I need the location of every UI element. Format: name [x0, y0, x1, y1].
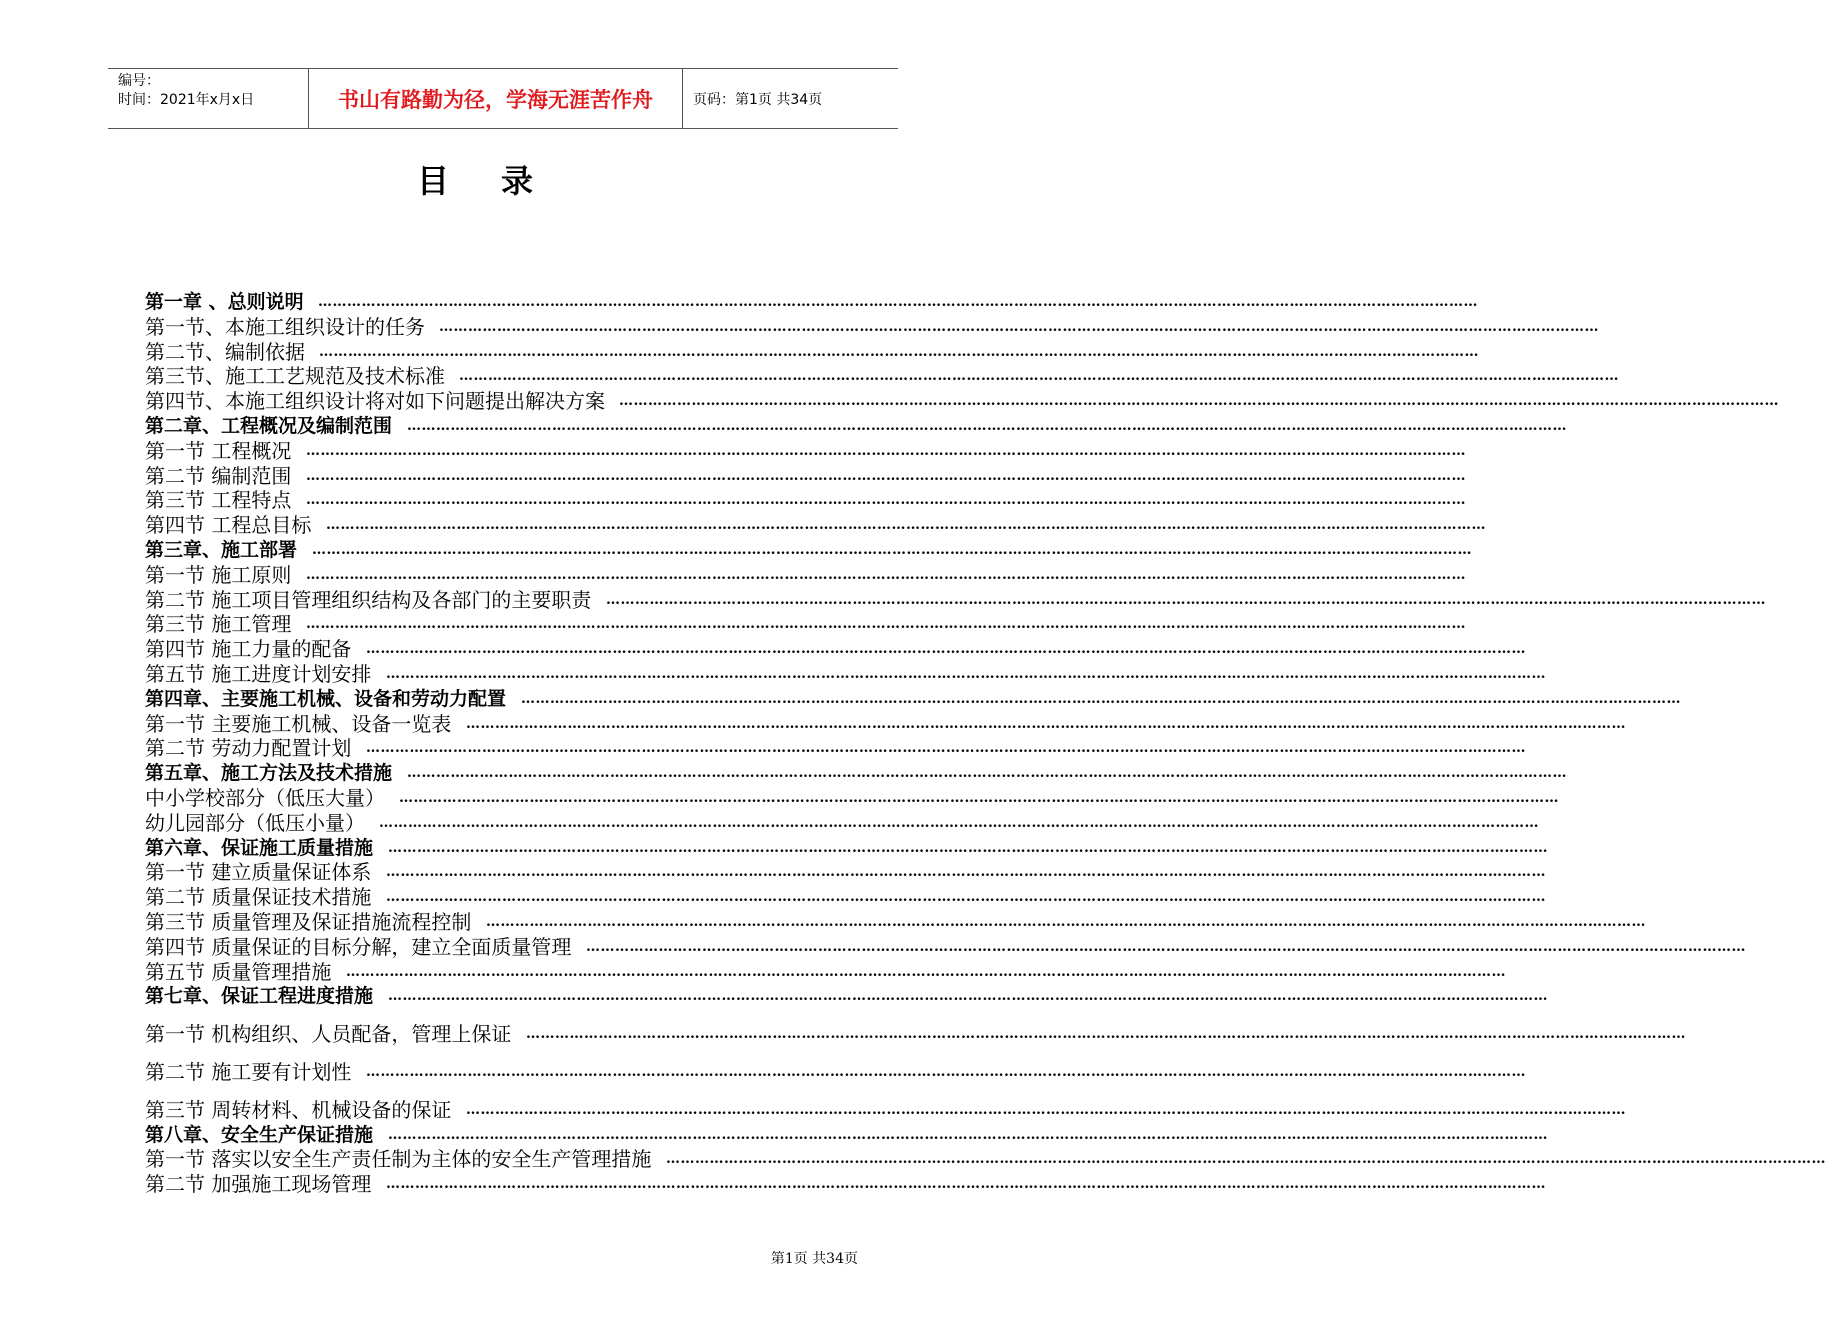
- toc-leader-dots: ……………………………………………………………………………………………………………………………………………………………………………………………………………………: [326, 517, 1486, 534]
- toc-leader-dots: ……………………………………………………………………………………………………………………………………………………………………………………………………………………: [466, 715, 1626, 732]
- toc-entry-label: 第二节 劳动力配置计划: [145, 736, 352, 761]
- toc-entry-label: 第一节 落实以安全生产责任制为主体的安全生产管理措施: [145, 1147, 652, 1172]
- toc-entry[interactable]: [145, 687, 1681, 712]
- toc-entry[interactable]: [145, 711, 1626, 737]
- toc-leader-dots: ……………………………………………………………………………………………………………………………………………………………………………………………………………………: [407, 765, 1567, 782]
- toc-entry-label: 第三节 周转材料、机械设备的保证: [145, 1097, 452, 1122]
- toc-leader-dots: ……………………………………………………………………………………………………………………………………………………………………………………………………………………: [439, 318, 1599, 335]
- toc-entry-label: 第五节 质量管理措施: [145, 959, 332, 984]
- toc-entry[interactable]: [145, 463, 1466, 489]
- toc-entry-label: 第一节 机构组织、人员配备，管理上保证: [145, 1022, 512, 1047]
- toc-entry-label: 第三节 质量管理及保证措施流程控制: [145, 909, 472, 934]
- toc-entry[interactable]: [145, 761, 1567, 786]
- header-page-info: 页码：第1页 共34页: [693, 91, 823, 108]
- toc-entry-label: 第三章、施工部署: [145, 538, 298, 561]
- toc-leader-dots: ……………………………………………………………………………………………………………………………………………………………………………………………………………………: [388, 1126, 1548, 1143]
- toc-entry-label: 第一章 、总则说明: [145, 291, 304, 313]
- toc-entry-label: 第四节 工程总目标: [145, 513, 312, 538]
- toc-entry[interactable]: [145, 860, 1546, 885]
- toc-entry[interactable]: [145, 290, 1478, 315]
- toc-entry-label: 第六章、保证施工质量措施: [145, 836, 374, 859]
- toc-entry-label: 第三节 工程特点: [145, 488, 292, 513]
- toc-entry-label: 幼儿园部分（低压小量）: [145, 810, 365, 835]
- toc-entry[interactable]: [145, 810, 1539, 836]
- toc-entry-label: 第四章、主要施工机械、设备和劳动力配置: [145, 687, 507, 710]
- toc-entry[interactable]: [145, 1147, 1826, 1172]
- toc-leader-dots: ……………………………………………………………………………………………………………………………………………………………………………………………………………………: [318, 294, 1478, 310]
- header-motto: 书山有路勤为径，学海无涯苦作舟: [309, 69, 683, 128]
- toc-entry-label: 第七章、保证工程进度措施: [145, 985, 374, 1008]
- toc-leader-dots: ……………………………………………………………………………………………………………………………………………………………………………………………………………………: [346, 963, 1506, 980]
- toc-leader-dots: ……………………………………………………………………………………………………………………………………………………………………………………………………………………: [306, 442, 1466, 459]
- toc-entry[interactable]: [145, 562, 1466, 588]
- toc-entry[interactable]: [145, 438, 1466, 464]
- toc-leader-dots: ……………………………………………………………………………………………………………………………………………………………………………………………………………………: [386, 665, 1546, 682]
- toc-entry[interactable]: [145, 1172, 1546, 1197]
- toc-leader-dots: ……………………………………………………………………………………………………………………………………………………………………………………………………………………: [388, 988, 1548, 1005]
- toc-leader-dots: ……………………………………………………………………………………………………………………………………………………………………………………………………………………: [619, 393, 1779, 410]
- toc-leader-dots: ……………………………………………………………………………………………………………………………………………………………………………………………………………………: [486, 913, 1646, 930]
- toc-entry-label: 第一节 工程概况: [145, 438, 292, 463]
- toc-entry-label: 第二节 施工要有计划性: [145, 1059, 352, 1084]
- toc-leader-dots: ……………………………………………………………………………………………………………………………………………………………………………………………………………………: [319, 343, 1479, 360]
- toc-leader-dots: ……………………………………………………………………………………………………………………………………………………………………………………………………………………: [306, 467, 1466, 484]
- toc-leader-dots: ……………………………………………………………………………………………………………………………………………………………………………………………………………………: [386, 864, 1546, 881]
- document-number-label: 编号：: [118, 73, 160, 89]
- toc-entry[interactable]: [145, 661, 1546, 687]
- toc-entry[interactable]: [145, 1022, 1686, 1047]
- toc-leader-dots: ……………………………………………………………………………………………………………………………………………………………………………………………………………………: [459, 368, 1619, 385]
- toc-entry[interactable]: [145, 934, 1746, 960]
- toc-entry-label: 第二节、编制依据: [145, 339, 305, 364]
- toc-entry-label: 第三节 施工管理: [145, 612, 292, 637]
- toc-entry[interactable]: [145, 488, 1466, 513]
- toc-entry[interactable]: [145, 984, 1548, 1009]
- toc-leader-dots: ……………………………………………………………………………………………………………………………………………………………………………………………………………………: [306, 616, 1466, 633]
- toc-entry[interactable]: [145, 1123, 1548, 1148]
- header-meta: [108, 69, 309, 128]
- toc-entry[interactable]: [145, 339, 1479, 365]
- toc-leader-dots: ……………………………………………………………………………………………………………………………………………………………………………………………………………………: [366, 1063, 1526, 1080]
- toc-leader-dots: ……………………………………………………………………………………………………………………………………………………………………………………………………………………: [379, 814, 1539, 831]
- toc-entry-label: 第二章、工程概况及编制范围: [145, 414, 393, 437]
- toc-entry-label: 第二节 施工项目管理组织结构及各部门的主要职责: [145, 587, 592, 612]
- toc-entry-label: 第八章、安全生产保证措施: [145, 1123, 374, 1146]
- toc-entry[interactable]: [145, 314, 1599, 340]
- toc-entry[interactable]: [145, 637, 1526, 662]
- toc-leader-dots: ……………………………………………………………………………………………………………………………………………………………………………………………………………………: [306, 492, 1466, 509]
- table-of-contents: [145, 290, 1826, 1197]
- toc-entry[interactable]: [145, 1097, 1626, 1123]
- toc-entry-label: 第二节 加强施工现场管理: [145, 1172, 372, 1197]
- toc-entry[interactable]: [145, 909, 1646, 935]
- toc-entry-label: 第四节 质量保证的目标分解，建立全面质量管理: [145, 934, 572, 959]
- toc-leader-dots: ……………………………………………………………………………………………………………………………………………………………………………………………………………………: [526, 1026, 1686, 1043]
- toc-leader-dots: ……………………………………………………………………………………………………………………………………………………………………………………………………………………: [312, 541, 1472, 558]
- toc-entry[interactable]: [145, 736, 1526, 761]
- toc-leader-dots: ……………………………………………………………………………………………………………………………………………………………………………………………………………………: [366, 641, 1526, 658]
- toc-entry-label: 中小学校部分（低压大量）: [145, 785, 385, 810]
- toc-entry-label: 第一节 建立质量保证体系: [145, 860, 372, 885]
- toc-entry-label: 第五章、施工方法及技术措施: [145, 762, 393, 785]
- page-header: [108, 68, 898, 129]
- toc-entry-label: 第二节 质量保证技术措施: [145, 885, 372, 910]
- toc-entry-label: 第二节 编制范围: [145, 463, 292, 488]
- toc-entry-label: 第四节、本施工组织设计将对如下问题提出解决方案: [145, 389, 605, 414]
- toc-leader-dots: ……………………………………………………………………………………………………………………………………………………………………………………………………………………: [606, 591, 1766, 608]
- toc-entry[interactable]: [145, 364, 1619, 389]
- toc-leader-dots: ……………………………………………………………………………………………………………………………………………………………………………………………………………………: [386, 889, 1546, 906]
- toc-leader-dots: ……………………………………………………………………………………………………………………………………………………………………………………………………………………: [586, 938, 1746, 955]
- page-footer: 第1页 共34页: [770, 1251, 858, 1267]
- page-title: 目录: [416, 162, 585, 200]
- toc-leader-dots: ……………………………………………………………………………………………………………………………………………………………………………………………………………………: [388, 839, 1548, 856]
- toc-entry-label: 第三节、施工工艺规范及技术标准: [145, 364, 445, 389]
- toc-entry[interactable]: [145, 612, 1466, 637]
- toc-entry[interactable]: [145, 538, 1472, 563]
- toc-leader-dots: ……………………………………………………………………………………………………………………………………………………………………………………………………………………: [386, 1176, 1546, 1193]
- toc-leader-dots: ……………………………………………………………………………………………………………………………………………………………………………………………………………………: [407, 417, 1567, 434]
- toc-entry[interactable]: [145, 513, 1486, 538]
- toc-entry[interactable]: [145, 785, 1559, 811]
- toc-entry-label: 第一节、本施工组织设计的任务: [145, 314, 425, 339]
- toc-leader-dots: ……………………………………………………………………………………………………………………………………………………………………………………………………………………: [466, 1101, 1626, 1118]
- document-time: 时间：2021年x月x日: [118, 92, 255, 108]
- toc-entry[interactable]: [145, 414, 1567, 439]
- toc-entry[interactable]: [145, 587, 1766, 613]
- toc-entry[interactable]: [145, 885, 1546, 910]
- toc-entry[interactable]: [145, 1059, 1526, 1085]
- toc-leader-dots: ……………………………………………………………………………………………………………………………………………………………………………………………………………………: [399, 789, 1559, 806]
- toc-leader-dots: ……………………………………………………………………………………………………………………………………………………………………………………………………………………: [306, 566, 1466, 583]
- toc-leader-dots: ……………………………………………………………………………………………………………………………………………………………………………………………………………………: [521, 690, 1681, 707]
- toc-entry-label: 第四节 施工力量的配备: [145, 637, 352, 662]
- toc-leader-dots: ……………………………………………………………………………………………………………………………………………………………………………………………………………………: [366, 740, 1526, 757]
- toc-entry-label: 第五节 施工进度计划安排: [145, 661, 372, 686]
- toc-leader-dots: ……………………………………………………………………………………………………………………………………………………………………………………………………………………: [666, 1151, 1826, 1168]
- toc-entry-label: 第一节 主要施工机械、设备一览表: [145, 711, 452, 736]
- toc-entry[interactable]: [145, 389, 1779, 414]
- toc-entry[interactable]: [145, 836, 1548, 861]
- toc-entry[interactable]: [145, 959, 1506, 985]
- toc-entry-label: 第一节 施工原则: [145, 562, 292, 587]
